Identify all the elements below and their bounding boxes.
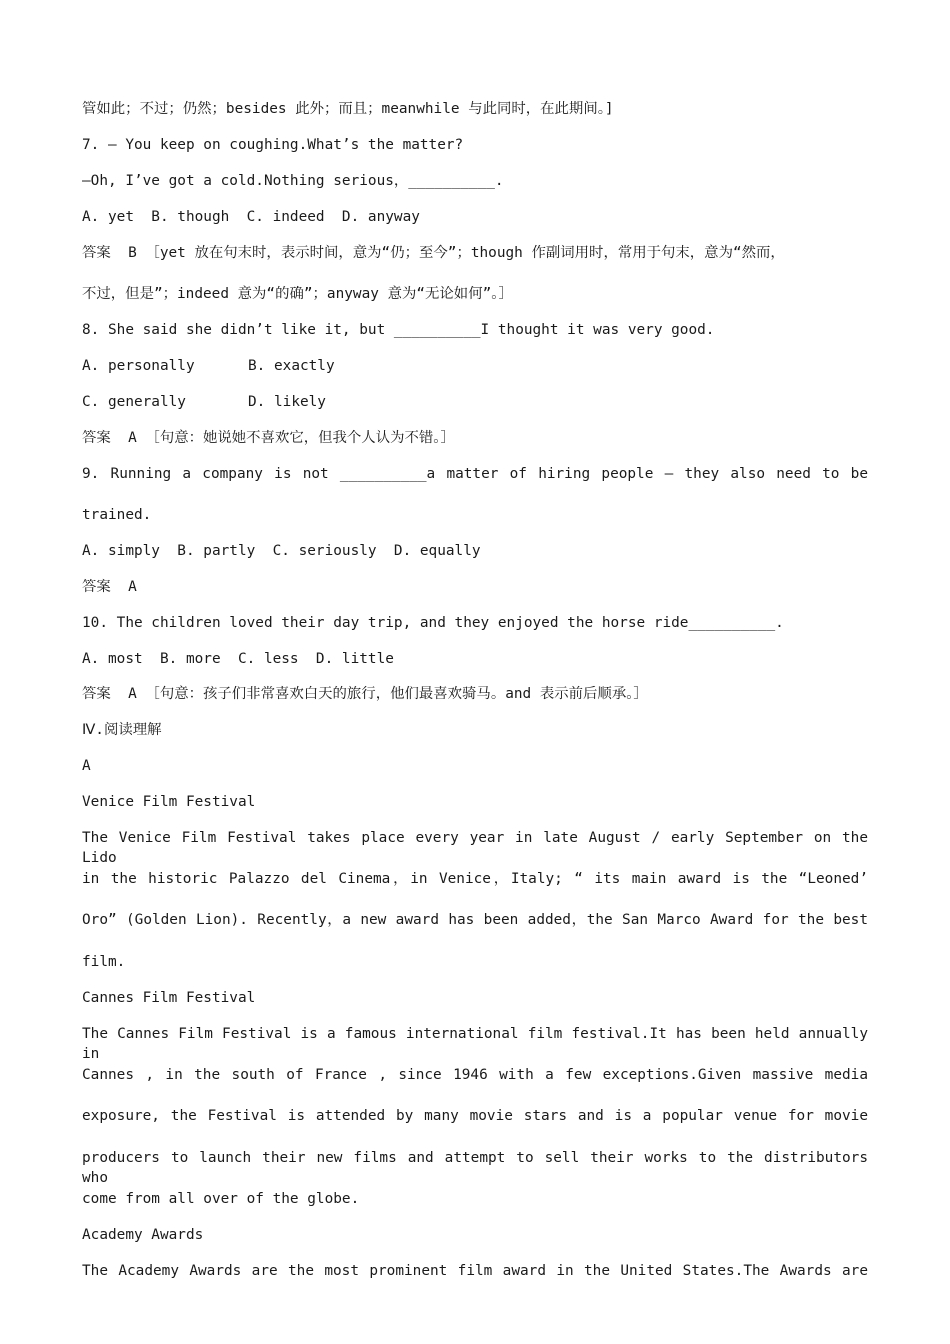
venice-paragraph-line: Oro” (Golden Lion). Recently，a new award has been added，the San Marco Award for the best [82,912,868,928]
question-9-options: A. simply B. partly C. seriously D. equally [82,543,481,559]
question-8-options-row1 [82,356,335,376]
question-7-answer: 答案 B ［yet 放在句末时，表示时间，意为“仍；至今”；though 作副词用时，常用于句末，意为“然而， [82,245,785,261]
answer-continuation: 管如此；不过；仍然；besides 此外；而且；meanwhile 与此同时，在此期间。] [82,101,614,117]
question-10-stem: 10. The children loved their day trip, and they enjoyed the horse ride__________. [82,615,784,631]
venice-paragraph-line: The Venice Film Festival takes place every year in late August / early September on the Lido [82,830,868,866]
academy-paragraph-line: The Academy Awards are the most prominent film award in the United States.The Awards are [82,1263,868,1279]
question-8-answer: 答案 A ［句意：她说她不喜欢它，但我个人认为不错。］ [82,430,455,446]
option-c: C. generally [82,394,186,410]
question-7-options: A. yet B. though C. indeed D. anyway [82,209,420,225]
cannes-paragraph-line: exposure, the Festival is attended by many movie stars and is a popular venue for movie [82,1108,868,1124]
cannes-paragraph-line: The Cannes Film Festival is a famous international film festival.It has been held annually in [82,1026,868,1062]
academy-heading: Academy Awards [82,1227,204,1243]
question-9-answer: 答案 A [82,579,137,595]
venice-paragraph-line: film. [82,954,126,970]
option-b: B. exactly [248,358,335,374]
passage-label: A [82,758,91,774]
option-a: A. personally [82,358,195,374]
question-7-stem: 7. — You keep on coughing.What’s the matter? [82,137,464,153]
question-9-stem-cont: trained. [82,507,152,523]
venice-paragraph-line: in the historic Palazzo del Cinema，in Venice，Italy; “ its main award is the “Leoned’ [82,871,868,887]
cannes-paragraph-line: Cannes , in the south of France , since 1946 with a few exceptions.Given massive media [82,1067,868,1083]
question-8-stem: 8. She said she didn’t like it, but __________I thought it was very good. [82,322,715,338]
question-10-options: A. most B. more C. less D. little [82,651,394,667]
question-8-options-row2 [82,392,326,412]
option-d: D. likely [248,394,326,410]
question-7-reply: —Oh, I’ve got a cold.Nothing serious，__________. [82,173,504,189]
question-10-answer: 答案 A ［句意：孩子们非常喜欢白天的旅行，他们最喜欢骑马。and 表示前后顺承。］ [82,686,648,702]
cannes-paragraph-line: producers to launch their new films and attempt to sell their works to the distributors who [82,1150,868,1186]
question-9-stem: 9. Running a company is not __________a matter of hiring people — they also need to be [82,466,868,482]
question-7-answer-cont: 不过，但是”；indeed 意为“的确”；anyway 意为“无论如何”。］ [82,286,513,302]
cannes-heading: Cannes Film Festival [82,990,256,1006]
cannes-paragraph-line: come from all over of the globe. [82,1191,360,1207]
venice-heading: Venice Film Festival [82,794,256,810]
section-heading: Ⅳ.阅读理解 [82,722,162,738]
